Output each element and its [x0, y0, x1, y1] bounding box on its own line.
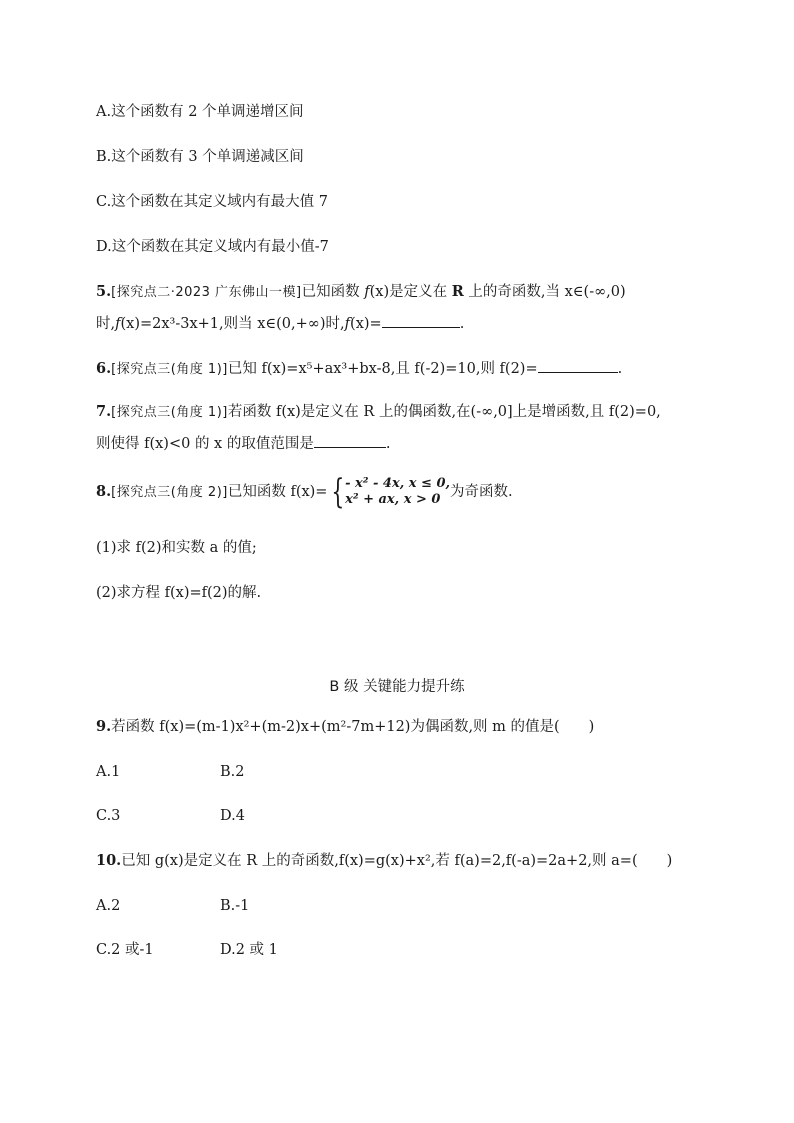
condition: x∈(-∞,0) — [564, 284, 626, 300]
function-arg: (x) — [120, 316, 140, 332]
period: . — [459, 316, 465, 332]
answer-blank[interactable] — [314, 433, 386, 448]
option-row-q10-1 — [96, 897, 250, 915]
question-text: 已知函数 — [301, 284, 365, 300]
left-brace: { — [331, 472, 345, 512]
function-f: f — [364, 284, 370, 300]
option-q9-b[interactable]: B.2 — [220, 764, 245, 780]
question-8-sub-2: (2)求方程 f(x)=f(2)的解. — [96, 585, 262, 601]
question-text: 为奇函数. — [450, 484, 513, 500]
question-7-line-1 — [96, 403, 661, 422]
question-number: 10. — [96, 852, 122, 869]
question-9 — [96, 718, 594, 736]
question-number: 7. — [96, 403, 112, 420]
period: . — [385, 436, 391, 452]
function-f: f — [115, 316, 121, 332]
option-q10-c[interactable]: C.2 或-1 — [96, 942, 154, 958]
option-q9-a[interactable]: A.1 — [96, 764, 121, 780]
option-q10-b[interactable]: B.-1 — [220, 898, 250, 914]
function-f: f — [344, 316, 351, 332]
question-5-line-1 — [96, 283, 626, 302]
question-text: 时, — [96, 316, 116, 332]
question-text: 已知 g(x)是定义在 R 上的奇函数,f(x)=g(x)+x²,若 f(a)=2,f(-a)=2a+2,则 a=( ) — [121, 853, 673, 869]
question-tag: [探究点二·2023 广东佛山一模] — [111, 285, 302, 300]
question-8 — [96, 472, 513, 512]
case-2: x² + ax, x > 0 — [345, 492, 441, 507]
option-q4-b: B.这个函数有 3 个单调递减区间 — [96, 149, 304, 165]
set-r: R — [451, 283, 464, 300]
option-row-q9-2 — [96, 807, 245, 825]
period: . — [617, 361, 623, 377]
function-arg: (x) — [350, 316, 370, 332]
piecewise-cases — [345, 476, 450, 508]
function-arg: (x) — [369, 284, 390, 300]
question-5-line-2 — [96, 313, 464, 333]
option-row-q9-1 — [96, 763, 245, 781]
option-q9-c[interactable]: C.3 — [96, 808, 121, 824]
option-row-q10-2 — [96, 941, 278, 959]
question-text: 已知函数 f(x)= — [227, 484, 328, 500]
question-number: 5. — [96, 283, 112, 300]
question-text: 若函数 f(x)是定义在 R 上的偶函数,在(-∞,0]上是增函数,且 f(2)=0, — [227, 404, 661, 420]
question-text: 若函数 f(x)=(m-1)x²+(m-2)x+(m²-7m+12)为偶函数,则 m 的值是( ) — [111, 719, 595, 735]
question-8-sub-1: (1)求 f(2)和实数 a 的值; — [96, 540, 257, 556]
case-1: - x² - 4x, x ≤ 0, — [345, 476, 451, 491]
option-q4-a: A.这个函数有 2 个单调递增区间 — [96, 104, 304, 120]
question-text: 上的奇函数,当 — [463, 284, 565, 300]
option-q4-c: C.这个函数在其定义域内有最大值 7 — [96, 194, 329, 210]
question-tag: [探究点三(角度 1)] — [111, 405, 228, 420]
question-number: 6. — [96, 360, 112, 377]
answer-blank[interactable] — [538, 358, 618, 373]
question-tag: [探究点三(角度 2)] — [111, 485, 228, 500]
answer-blank[interactable] — [382, 313, 460, 328]
question-10 — [96, 852, 672, 870]
question-number: 9. — [96, 718, 112, 735]
option-q10-a[interactable]: A.2 — [96, 898, 121, 914]
question-number: 8. — [96, 483, 112, 500]
question-text: 已知 f(x)=x⁵+ax³+bx-8,且 f(-2)=10,则 f(2)= — [227, 361, 538, 377]
question-text: 是定义在 — [389, 284, 452, 300]
question-tag: [探究点三(角度 1)] — [111, 362, 228, 377]
question-7-line-2 — [96, 433, 390, 453]
question-text: =2x³-3x+1,则当 x∈(0,+∞)时, — [139, 316, 345, 332]
option-q10-d[interactable]: D.2 或 1 — [220, 942, 278, 958]
section-title: B 级 关键能力提升练 — [329, 679, 465, 695]
question-6 — [96, 358, 622, 379]
option-q4-d: D.这个函数在其定义域内有最小值-7 — [96, 239, 329, 255]
question-text: 则使得 f(x)<0 的 x 的取值范围是 — [96, 436, 314, 452]
option-q9-d[interactable]: D.4 — [220, 808, 245, 824]
equals: = — [369, 316, 382, 332]
